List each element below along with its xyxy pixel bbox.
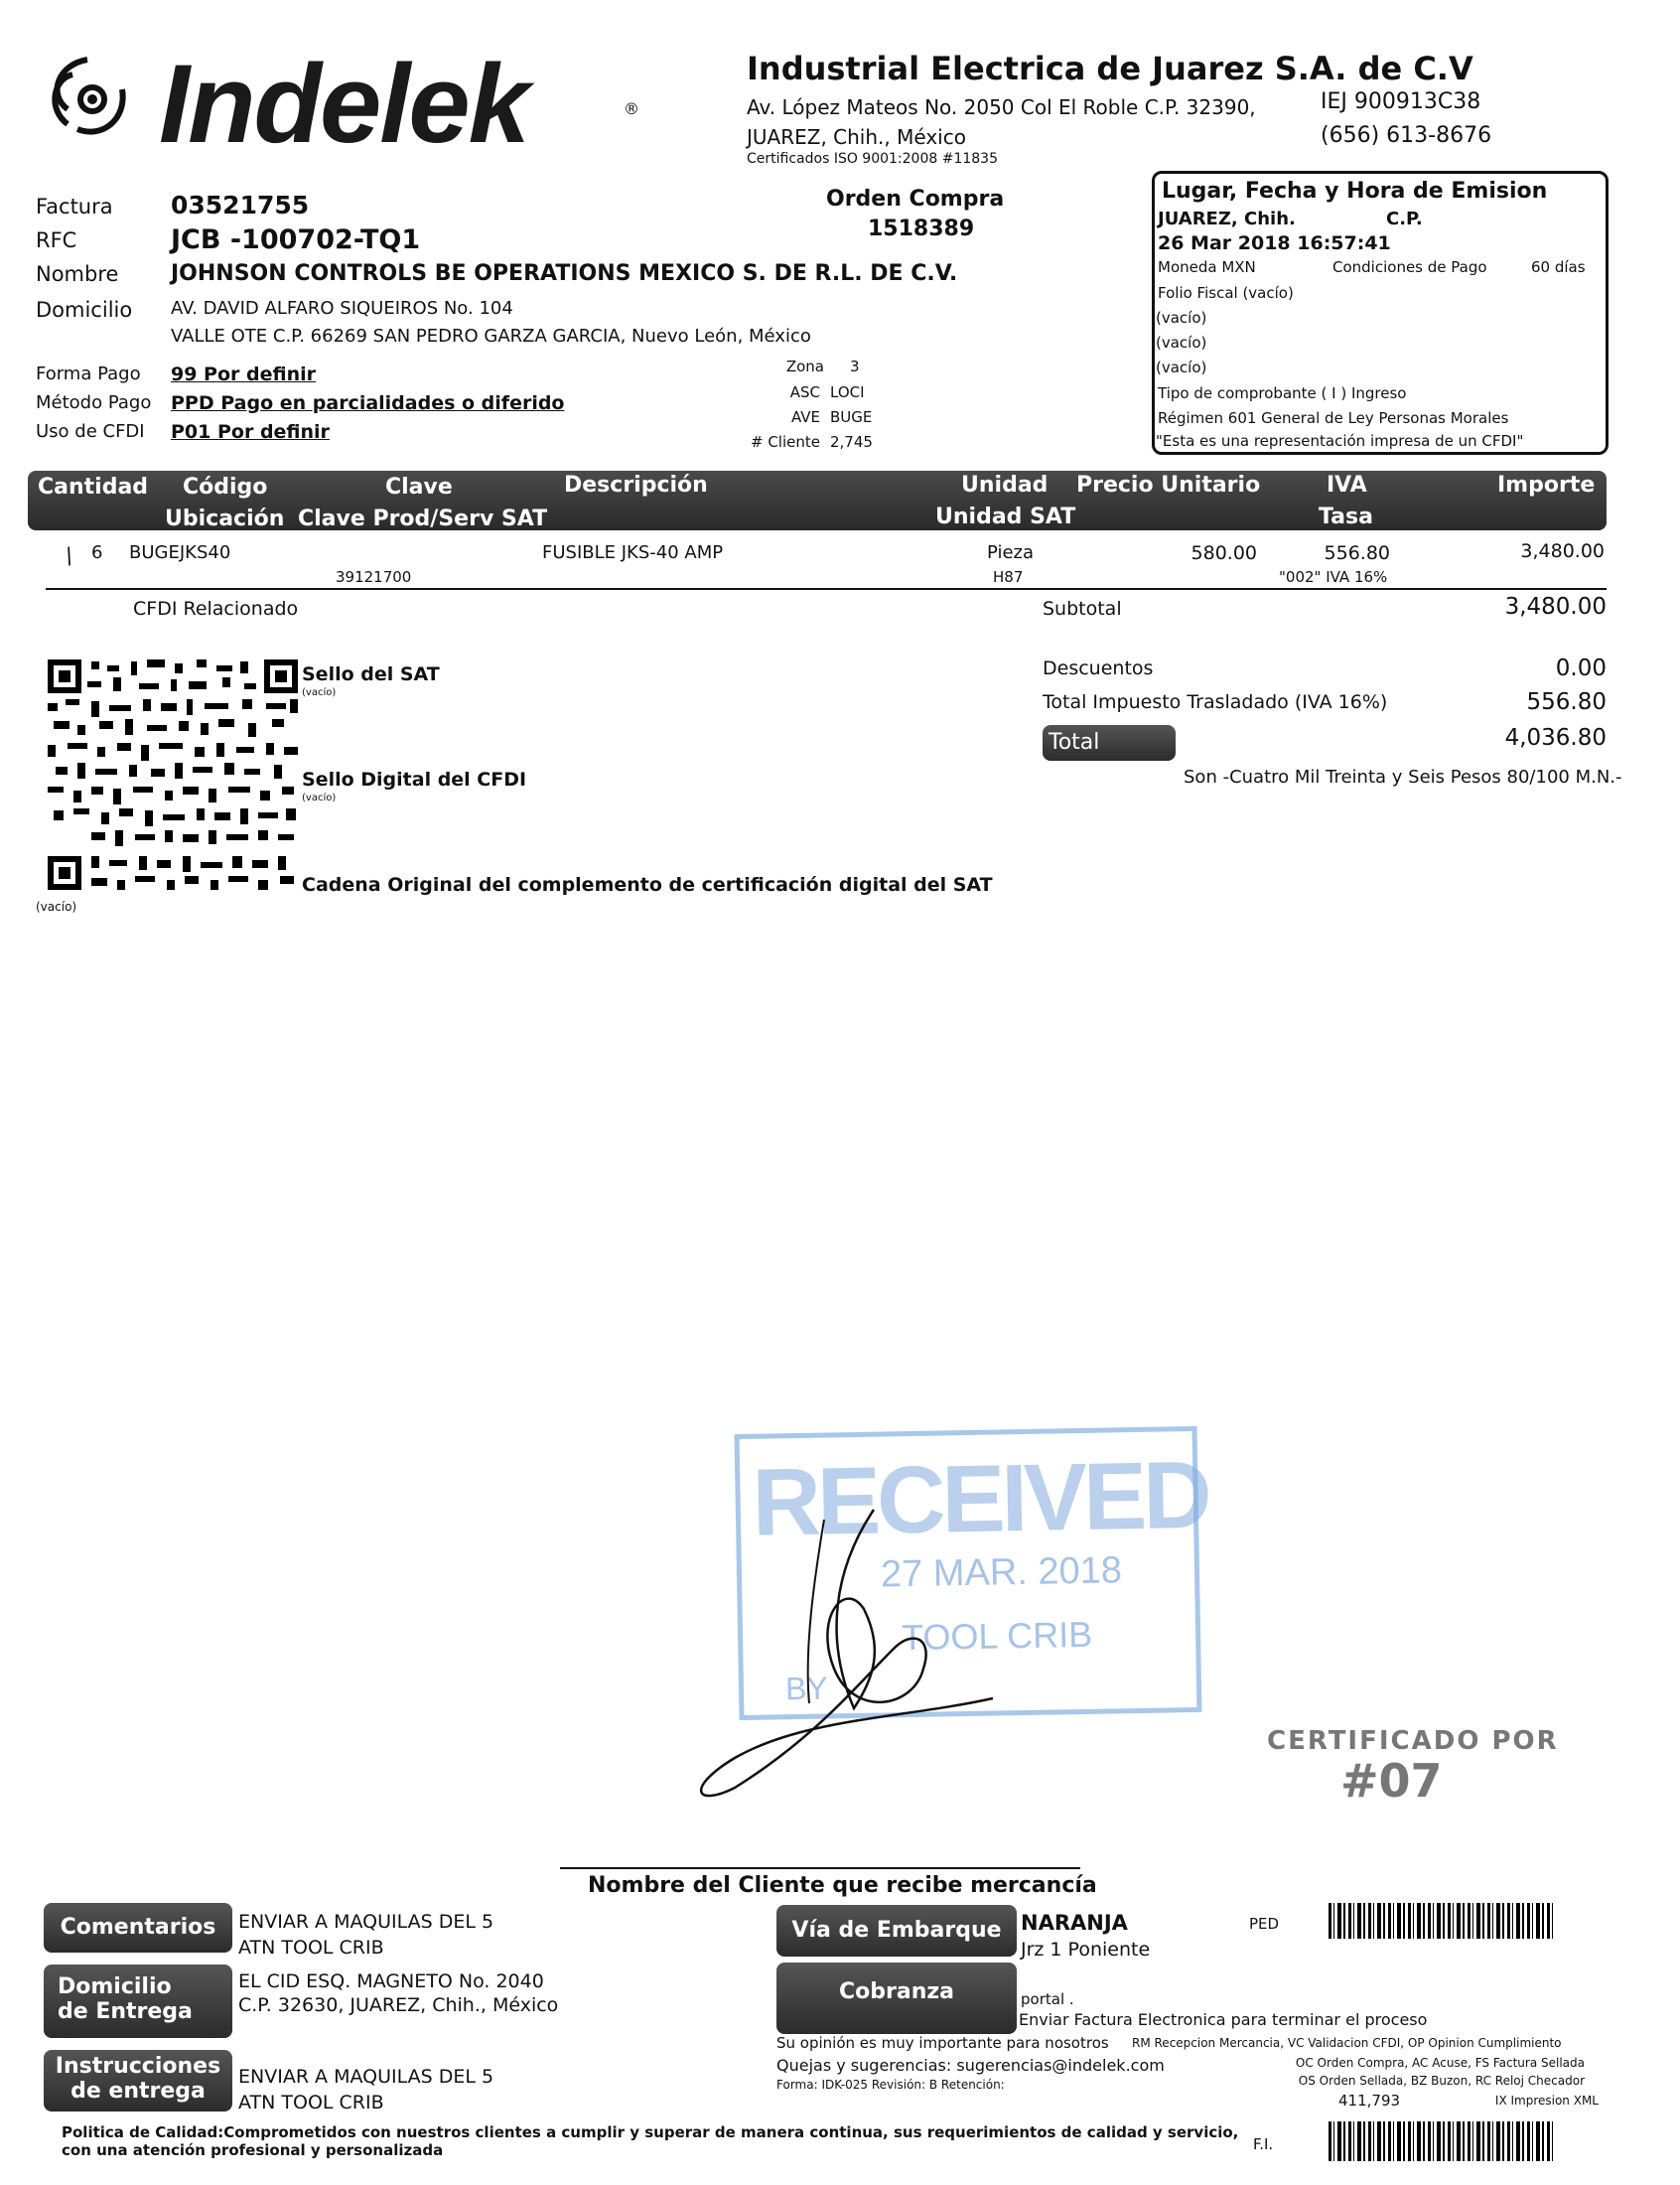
th-importe: Importe xyxy=(1497,473,1596,498)
emission-tipo: Tipo de comprobante ( I ) Ingreso xyxy=(1158,384,1407,402)
cobranza-line1: portal . xyxy=(1021,1990,1074,2008)
subtotal-label: Subtotal xyxy=(1043,598,1122,620)
stamp-received-text: RECEIVED xyxy=(751,1441,1209,1556)
emission-vacio-3: (vacío) xyxy=(1156,359,1207,376)
emission-folio: Folio Fiscal (vacío) xyxy=(1158,284,1294,302)
uso-cfdi-value: P01 Por definir xyxy=(171,421,330,443)
total-badge: Total xyxy=(1043,725,1176,761)
stamp-dept: TOOL CRIB xyxy=(901,1613,1093,1659)
emission-regimen: Régimen 601 General de Ley Personas Morales xyxy=(1158,409,1509,427)
rfc-value: JCB -100702-TQ1 xyxy=(171,224,421,255)
codes-line3: OS Orden Sellada, BZ Buzon, RC Reloj Checador xyxy=(1298,2074,1585,2088)
emission-condiciones: Condiciones de Pago xyxy=(1332,258,1487,276)
nombre-value: JOHNSON CONTROLS BE OPERATIONS MEXICO S. DE R.L. DE C.V. xyxy=(171,261,958,286)
quejas-text: Quejas y sugerencias: sugerencias@indelek.com xyxy=(776,2056,1165,2075)
company-rfc: IEJ 900913C38 xyxy=(1321,89,1481,114)
cadena-original-value: (vacío) xyxy=(36,900,77,914)
th-clave: Clave xyxy=(385,475,453,500)
sello-cfdi-label: Sello Digital del CFDI xyxy=(302,769,527,791)
ave-value: BUGE xyxy=(830,408,873,426)
cliente-value: 2,745 xyxy=(830,433,873,451)
uso-cfdi-label: Uso de CFDI xyxy=(36,421,145,442)
cobranza-label: Cobranza xyxy=(776,1963,1017,2034)
company-logo: Indelek xyxy=(159,42,528,166)
ped-label: PED xyxy=(1249,1915,1280,1933)
rfc-label: RFC xyxy=(36,228,77,252)
comentarios-label: Comentarios xyxy=(44,1903,232,1953)
zona-value: 3 xyxy=(850,358,860,375)
cliente-recibe-label: Nombre del Cliente que recibe mercancía xyxy=(588,1873,1097,1898)
handwritten-signature xyxy=(675,1490,1052,1827)
orden-compra-value: 1518389 xyxy=(868,217,975,241)
sello-sat-value: (vacío) xyxy=(302,687,337,698)
orden-compra-label: Orden Compra xyxy=(826,187,1005,212)
th-unidad: Unidad xyxy=(961,473,1049,498)
codes-line2: OC Orden Compra, AC Acuse, FS Factura Sellada xyxy=(1295,2056,1585,2070)
stamp-by: BY xyxy=(784,1670,828,1707)
company-name: Industrial Electrica de Juarez S.A. de C.V xyxy=(747,50,1473,87)
metodo-pago-value: PPD Pago en parcialidades o diferido xyxy=(171,392,565,414)
impuesto-label: Total Impuesto Trasladado (IVA 16%) xyxy=(1043,691,1388,713)
factura-label: Factura xyxy=(36,195,113,218)
metodo-pago-label: Método Pago xyxy=(36,392,152,413)
signature-line xyxy=(560,1867,1080,1869)
codes-line4: IX Impresion XML xyxy=(1494,2094,1599,2108)
descuentos-value: 0.00 xyxy=(1555,656,1607,681)
barcode-top xyxy=(1329,1903,1553,1939)
certificado-numero: #07 xyxy=(1340,1754,1443,1808)
th-codigo: Código xyxy=(183,475,268,500)
ave-label: AVE xyxy=(790,408,820,426)
via-embarque-label: Vía de Embarque xyxy=(776,1905,1017,1957)
check-mark-icon: ∕ xyxy=(61,543,77,570)
company-cert: Certificados ISO 9001:2008 #11835 xyxy=(747,151,998,167)
sello-sat-label: Sello del SAT xyxy=(302,663,440,685)
th-precio: Precio Unitario xyxy=(1076,473,1261,498)
descuentos-label: Descuentos xyxy=(1043,657,1154,679)
emission-datetime: 26 Mar 2018 16:57:41 xyxy=(1158,232,1391,254)
emission-cp: C.P. xyxy=(1386,209,1423,229)
impuesto-value: 556.80 xyxy=(1526,689,1607,715)
domicilio-entrega-label-2: de Entrega xyxy=(58,1999,193,2024)
instrucciones-label-1: Instrucciones xyxy=(55,2054,221,2079)
emission-vacio-1: (vacío) xyxy=(1156,309,1207,327)
emission-moneda: Moneda MXN xyxy=(1158,258,1256,276)
cell-precio: 580.00 xyxy=(1190,542,1257,564)
indelek-swirl-icon xyxy=(28,40,157,159)
cell-cantidad: 6 xyxy=(91,542,103,563)
th-unidad-sat: Unidad SAT xyxy=(935,505,1076,529)
cell-descripcion: FUSIBLE JKS-40 AMP xyxy=(542,542,724,563)
emission-title: Lugar, Fecha y Hora de Emision xyxy=(1162,179,1548,204)
certificado-por: CERTIFICADO POR xyxy=(1267,1726,1559,1756)
stamp-date: 27 MAR. 2018 xyxy=(880,1549,1123,1596)
company-address-2: JUAREZ, Chih., México xyxy=(747,125,966,149)
registered-mark: ® xyxy=(624,99,639,118)
domicilio-entrega-label-1: Domicilio xyxy=(58,1974,172,1999)
domicilio-line2: VALLE OTE C.P. 66269 SAN PEDRO GARZA GARCIA, Nuevo León, México xyxy=(171,326,811,347)
domicilio-entrega-line2: C.P. 32630, JUAREZ, Chih., México xyxy=(238,1994,559,2016)
th-clave-prod: Clave Prod/Serv SAT xyxy=(298,507,548,531)
asc-label: ASC xyxy=(789,383,820,401)
opinion-text: Su opinión es muy importante para nosotros xyxy=(776,2034,1109,2052)
cell-codigo: BUGEJKS40 xyxy=(129,542,231,563)
th-ubicacion: Ubicación xyxy=(165,507,285,531)
codes-line1: RM Recepcion Mercancia, VC Validacion CFDI, OP Opinion Cumplimiento xyxy=(1132,2036,1562,2050)
via-embarque-line2: Jrz 1 Poniente xyxy=(1021,1939,1151,1961)
instrucciones-label xyxy=(44,2050,232,2112)
emission-vacio-2: (vacío) xyxy=(1156,334,1207,352)
forma-pago-label: Forma Pago xyxy=(36,364,141,384)
cell-unidad-sat: H87 xyxy=(993,568,1024,586)
cell-iva: 556.80 xyxy=(1324,542,1390,564)
barcode-bottom xyxy=(1329,2121,1553,2161)
th-iva: IVA xyxy=(1327,473,1367,498)
footer-number: 411,793 xyxy=(1338,2092,1401,2110)
subtotal-value: 3,480.00 xyxy=(1504,594,1607,620)
company-phone: (656) 613-8676 xyxy=(1321,123,1492,148)
emission-place: JUAREZ, Chih. xyxy=(1158,209,1296,229)
comentarios-line2: ATN TOOL CRIB xyxy=(238,1937,384,1959)
th-cantidad: Cantidad xyxy=(38,475,149,500)
domicilio-line1: AV. DAVID ALFARO SIQUEIROS No. 104 xyxy=(171,298,513,319)
emission-dias: 60 días xyxy=(1531,258,1586,276)
cell-unidad: Pieza xyxy=(987,542,1035,563)
asc-value: LOCI xyxy=(830,383,865,401)
instrucciones-line1: ENVIAR A MAQUILAS DEL 5 xyxy=(238,2066,494,2088)
forma-pago-value: 99 Por definir xyxy=(171,364,316,385)
fi-label: F.I. xyxy=(1253,2135,1274,2153)
th-tasa: Tasa xyxy=(1319,505,1373,529)
via-embarque-line1: NARANJA xyxy=(1021,1911,1128,1935)
company-address-1: Av. López Mateos No. 2050 Col El Roble C.P. 32390, xyxy=(747,95,1256,119)
forma-text: Forma: IDK-025 Revisión: B Retención: xyxy=(776,2078,1005,2092)
table-divider xyxy=(46,588,1607,590)
cell-clave-prod: 39121700 xyxy=(336,568,412,586)
cliente-label: # Cliente xyxy=(751,433,820,451)
cfdi-relacionado: CFDI Relacionado xyxy=(133,598,299,620)
instrucciones-line2: ATN TOOL CRIB xyxy=(238,2092,384,2113)
cobranza-line2: Enviar Factura Electronica para terminar el proceso xyxy=(1019,2010,1428,2029)
emission-nota: "Esta es una representación impresa de un CFDI" xyxy=(1156,432,1524,450)
total-en-letra: Son -Cuatro Mil Treinta y Seis Pesos 80/100 M.N.- xyxy=(1184,767,1622,788)
total-value: 4,036.80 xyxy=(1504,725,1607,751)
cadena-original-label: Cadena Original del complemento de certificación digital del SAT xyxy=(302,874,993,896)
comentarios-line1: ENVIAR A MAQUILAS DEL 5 xyxy=(238,1911,494,1933)
politica-calidad-2: con una atención profesional y personalizada xyxy=(62,2141,444,2159)
factura-number: 03521755 xyxy=(171,191,310,219)
domicilio-entrega-line1: EL CID ESQ. MAGNETO No. 2040 xyxy=(238,1970,544,1992)
politica-calidad-1: Politica de Calidad:Comprometidos con nuestros clientes a cumplir y superar de manera continua, sus requerimientos de calidad y servicio, xyxy=(62,2123,1239,2141)
th-descripcion: Descripción xyxy=(564,473,708,498)
zona-label: Zona xyxy=(785,358,824,375)
instrucciones-label-2: de entrega xyxy=(70,2079,206,2104)
domicilio-entrega-label xyxy=(44,1965,232,2038)
cell-tasa: "002" IVA 16% xyxy=(1279,568,1388,586)
cell-importe: 3,480.00 xyxy=(1520,540,1605,562)
sello-cfdi-value: (vacío) xyxy=(302,793,337,803)
nombre-label: Nombre xyxy=(36,262,119,286)
qr-code xyxy=(48,659,298,890)
domicilio-label: Domicilio xyxy=(36,298,133,322)
